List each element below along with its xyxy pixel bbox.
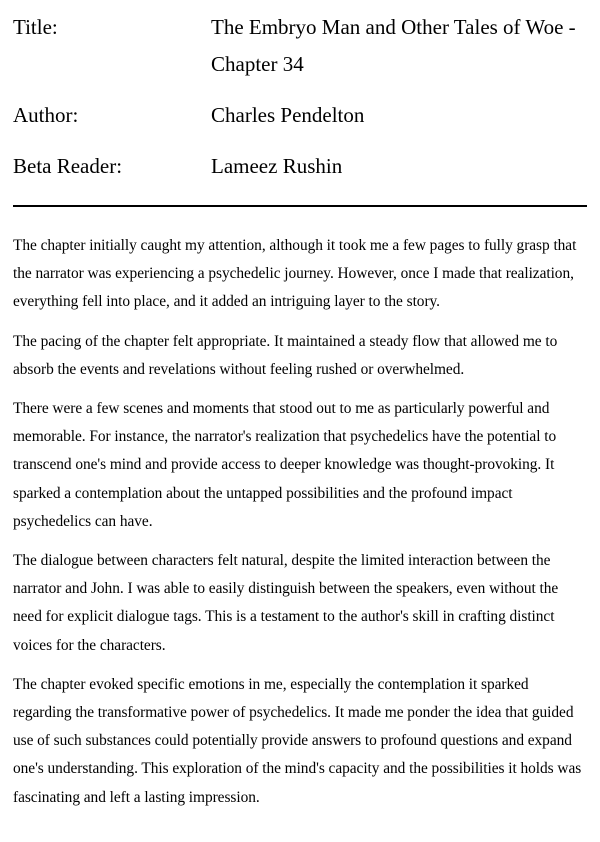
header-divider: [13, 205, 587, 207]
review-document: [13, 0, 587, 823]
review-paragraph: The pacing of the chapter felt appropriate. It maintained a steady flow that allowed me to absorb the events and revelations without feeling rushed or overwhelmed.: [13, 332, 558, 378]
title-row: [13, 9, 587, 83]
document-header: [13, 9, 587, 185]
review-paragraph: There were a few scenes and moments that stood out to me as particularly powerful and memorable. For instance, the narrator's realization that psychedelics have the potential to transcend one's mind and provide access to deeper knowledge was thought-provoking. It sparked a contemplation about the untapped possibilities and the profound impact psychedelics can have.: [13, 400, 557, 530]
review-paragraph: The chapter initially caught my attention, although it took me a few pages to fully grasp that the narrator was experiencing a psychedelic journey. However, once I made that realization, everything fell into place, and it added an intriguing layer to the story.: [13, 237, 577, 311]
review-paragraph: The chapter evoked specific emotions in me, especially the contemplation it sparked regarding the transformative power of psychedelics. It made me ponder the idea that guided use of such substances could potentially provide answers to profound questions and expand one's understanding. This exploration of the mind's capacity and the possibilities it holds was fascinating and left a lasting impression.: [13, 675, 582, 806]
author-row: [13, 97, 587, 134]
author-label: Author:: [13, 103, 79, 127]
author-value: Charles Pendelton: [211, 103, 365, 127]
title-label: Title:: [13, 15, 58, 39]
beta-reader-row: [13, 148, 587, 185]
review-paragraph: The dialogue between characters felt natural, despite the limited interaction between the narrator and John. I was able to easily distinguish between the speakers, even without the need for explicit dialogue tags. This is a testament to the author's skill in crafting distinct voices for the characters.: [13, 552, 559, 654]
beta-reader-value: Lameez Rushin: [211, 154, 343, 178]
title-value: The Embryo Man and Other Tales of Woe - Chapter 34: [211, 15, 576, 76]
review-body: [13, 232, 587, 812]
beta-reader-label: Beta Reader:: [13, 154, 123, 178]
